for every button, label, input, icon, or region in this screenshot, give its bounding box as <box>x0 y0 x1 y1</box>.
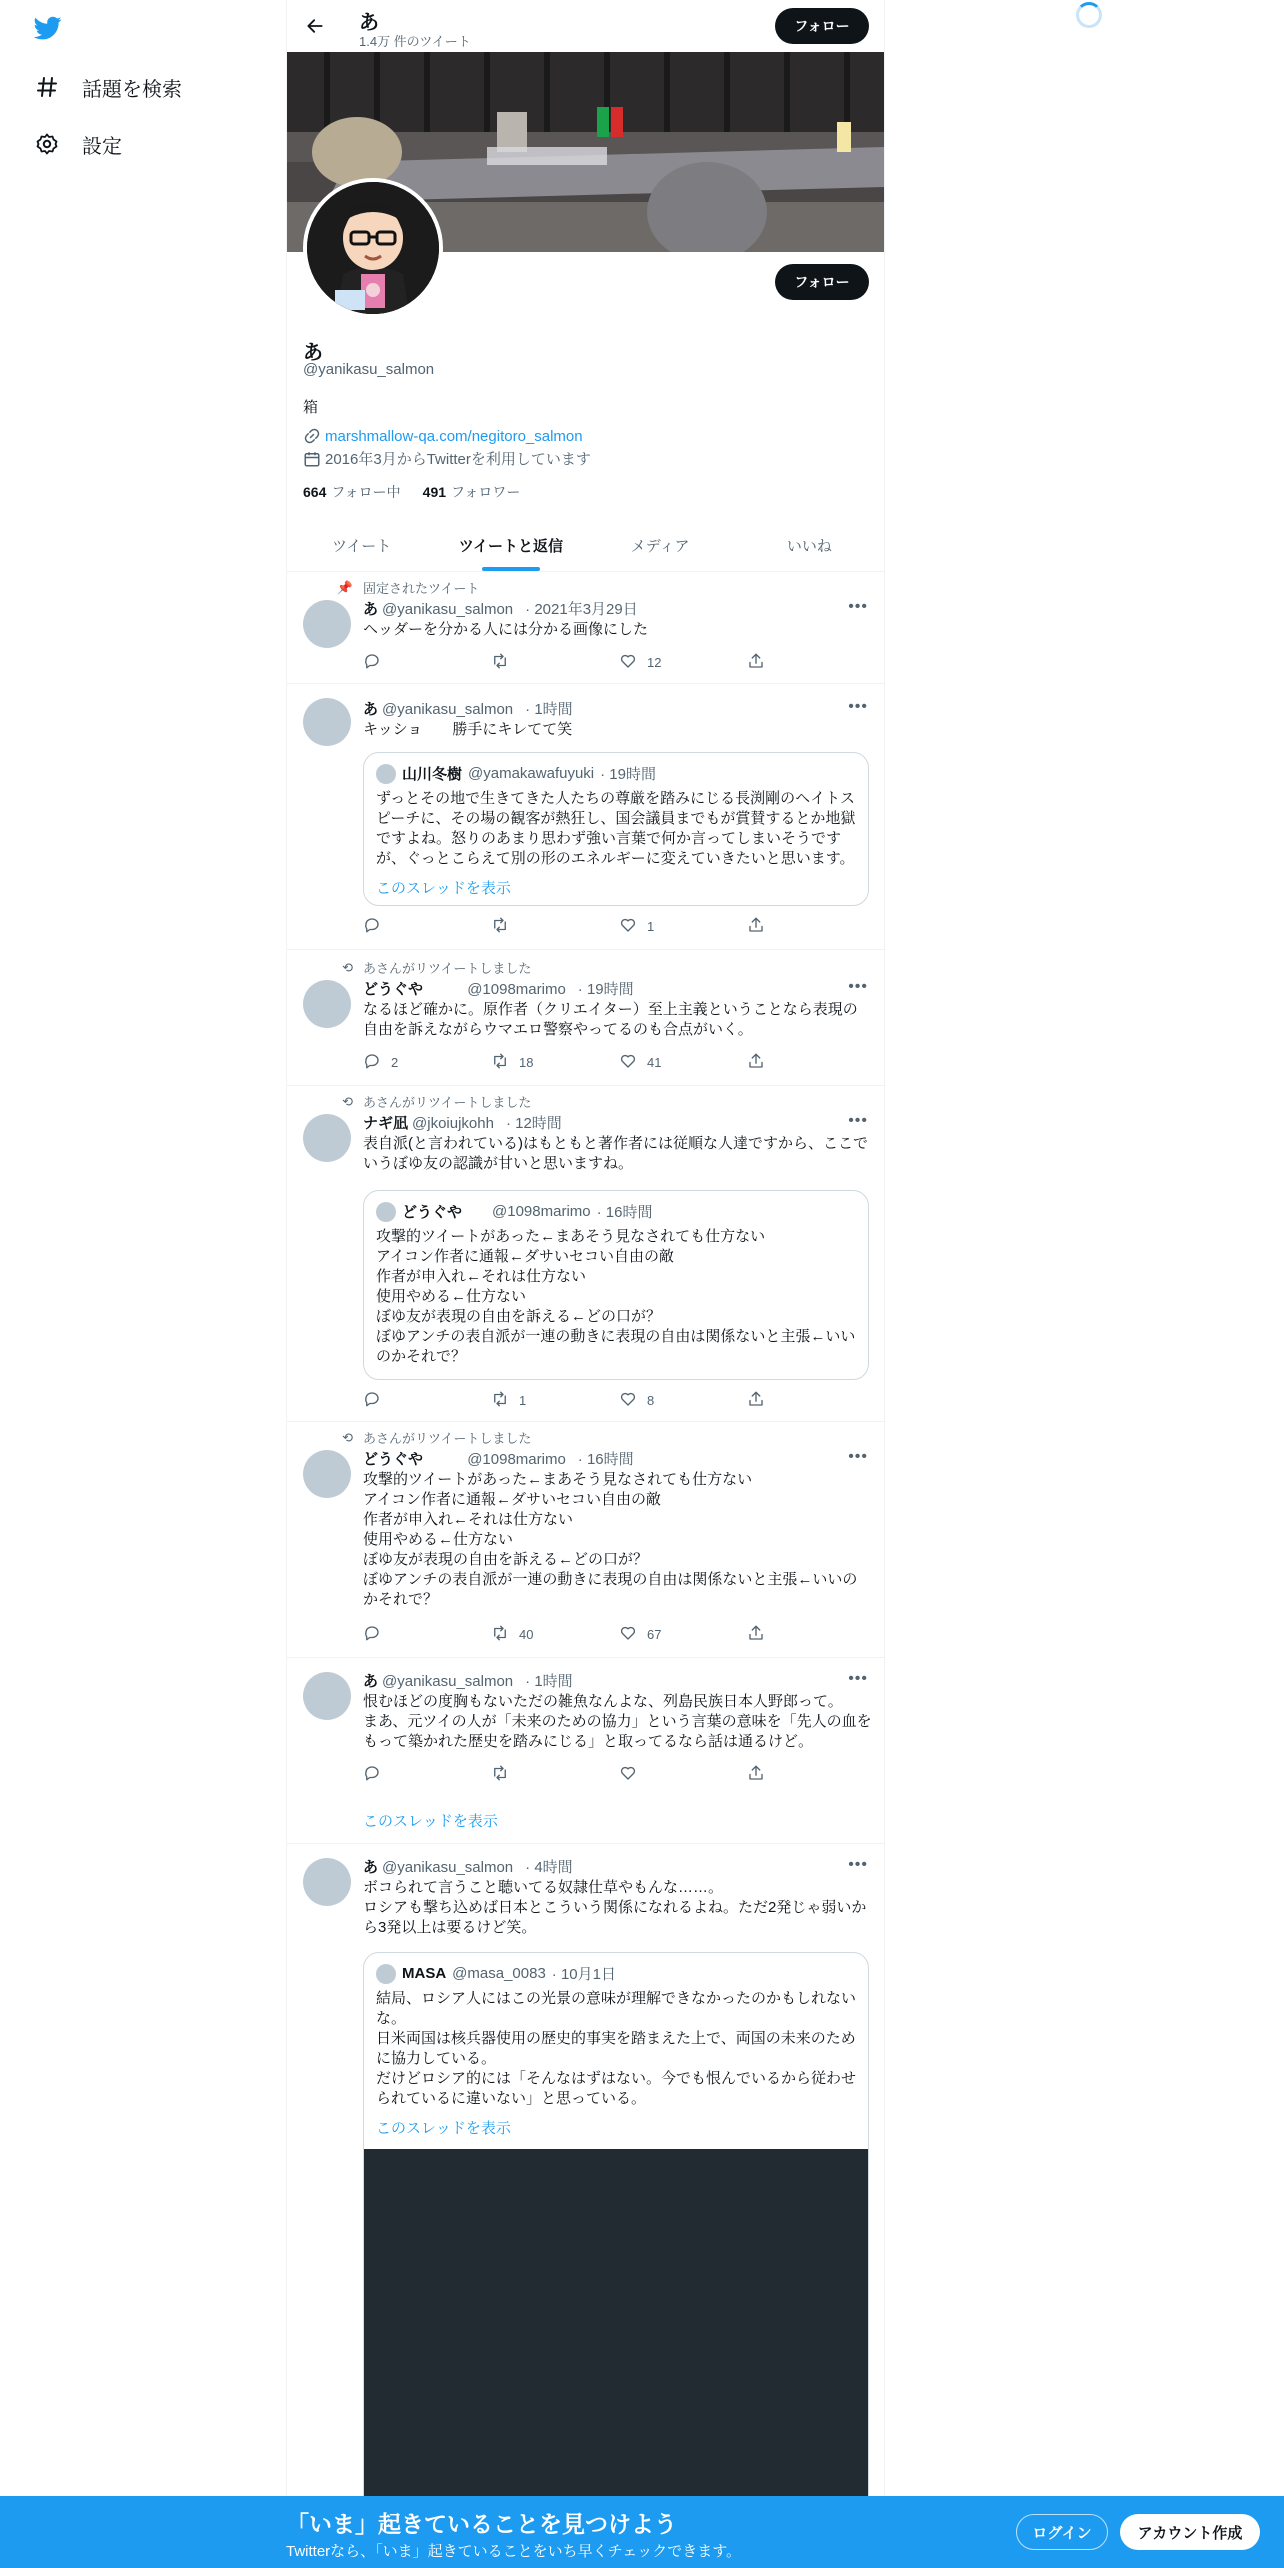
quote-header <box>376 1201 652 1222</box>
heart-icon <box>619 1390 637 1411</box>
share-icon <box>747 1052 765 1073</box>
more-options-icon[interactable]: ••• <box>848 1856 868 1873</box>
quote-tweet[interactable] <box>363 1190 869 1380</box>
tweet-author-name[interactable]: あ <box>363 1673 379 1690</box>
share-action[interactable] <box>747 652 765 673</box>
profile-avatar[interactable] <box>303 178 443 318</box>
tab-media[interactable]: メディア <box>630 538 690 555</box>
tweet-header <box>363 1670 573 1691</box>
banner-title: 「いま」起きていることを見つけよう <box>286 2511 677 2537</box>
tweet[interactable] <box>287 1086 884 1422</box>
share-action[interactable] <box>747 1390 765 1411</box>
tweet-time[interactable]: · 1時間 <box>525 701 573 718</box>
tab-tweets-and-replies[interactable]: ツイートと返信 <box>436 520 585 571</box>
tweet-actions <box>363 1624 803 1644</box>
tweet-header <box>363 1856 573 1877</box>
profile-joined-row <box>303 448 591 469</box>
profile-name: あ <box>303 342 323 364</box>
retweet-count: 18 <box>519 1055 534 1070</box>
tweet-context <box>342 958 532 977</box>
signup-banner <box>0 2496 1284 2568</box>
tweet-time[interactable]: · 12時間 <box>505 1115 562 1132</box>
tweet-text: ヘッダーを分かる人には分かる画像にした <box>363 621 649 638</box>
show-thread-link[interactable]: このスレッドを表示 <box>376 880 511 897</box>
gear-icon <box>34 131 60 157</box>
followers-count: 491 <box>422 484 447 500</box>
quote-header <box>376 1963 616 1984</box>
loading-spinner-icon <box>1076 2 1102 28</box>
nav-item-explore[interactable] <box>34 67 182 107</box>
show-thread-link[interactable]: このスレッドを表示 <box>376 2120 511 2137</box>
quote-avatar <box>376 1202 396 1222</box>
retweet-icon: ⟲ <box>342 959 353 975</box>
tweet-header <box>363 978 634 999</box>
like-action[interactable] <box>619 1624 661 1645</box>
tweet[interactable] <box>287 684 884 950</box>
like-count: 67 <box>647 1627 662 1642</box>
signup-button[interactable]: アカウント作成 <box>1120 2514 1260 2550</box>
like-count: 12 <box>647 655 662 670</box>
share-action[interactable] <box>747 1764 765 1785</box>
retweet-count: 1 <box>519 1393 527 1408</box>
like-action[interactable] <box>619 1052 661 1073</box>
retweet-icon: ⟲ <box>342 1429 353 1445</box>
quote-text: ずっとその地で生きてきた人たちの尊厳を踏みにじる長渕剛のヘイトスピーチに、その場の観客が熱狂し、国会議員までもが賞賛するとか地獄ですよね。怒りのあまり思わず強い言葉で何か言ってしまいそうですが、ぐっとこらえて別の形のエネルギーに変えていきたいと思います。 <box>376 790 856 867</box>
retweet-icon <box>491 1390 509 1411</box>
show-thread-link[interactable]: このスレッドを表示 <box>363 1813 498 1830</box>
follow-button-profile[interactable]: フォロー <box>775 264 869 300</box>
tweet[interactable] <box>287 572 884 684</box>
tweet-time[interactable]: · 4時間 <box>525 1859 573 1876</box>
tweet-text: なるほど確かに。原作者（クリエイター）至上主義ということなら表現の自由を訴えながらウマエロ警察やってるのも合点がいく。 <box>363 1001 858 1038</box>
more-options-icon[interactable]: ••• <box>848 1670 868 1687</box>
login-button[interactable]: ログイン <box>1016 2514 1108 2550</box>
reply-icon <box>363 1390 381 1411</box>
like-action[interactable] <box>619 652 661 673</box>
quote-time: · 16時間 <box>596 1204 653 1221</box>
like-action[interactable] <box>619 916 654 937</box>
heart-icon <box>619 916 637 937</box>
tweet-header <box>363 1112 562 1133</box>
tweet-avatar[interactable] <box>303 600 351 648</box>
more-options-icon[interactable]: ••• <box>848 978 868 995</box>
profile-website-row <box>303 427 583 445</box>
tweet-text: 攻撃的ツイートがあった←まあそう見なされても仕方ない アイコン作者に通報←ダサいセコい自由の敵 作者が申入れ←それは仕方ない 使用やめる←仕方ない ぼゆ友が表現の自由を訴える←どの口が？ ぼゆアンチの表自派が一連の動きに表現の自由は関係ないと主張←いいのかそれで？ <box>363 1471 858 1608</box>
nav-item-label: 話題を検索 <box>82 78 182 101</box>
more-options-icon[interactable]: ••• <box>848 1448 868 1465</box>
quote-author-name: 山川冬樹 <box>402 766 463 783</box>
hashtag-icon <box>34 74 60 100</box>
tweet-author-name[interactable]: ナギ凪 <box>363 1115 409 1132</box>
topbar-tweet-count: 1.4万 件のツイート <box>359 34 471 49</box>
quote-text: 結局、ロシア人にはこの光景の意味が理解できなかったのかもしれないな。 日米両国は核兵器使用の歴史的事実を踏まえた上で、両国の未来のために協力している。 だけどロシア的には「そんなはずはない。今でも恨んでいるから従わせられているに違いない」と思っている。 <box>376 1990 857 2107</box>
tweet-author-handle[interactable]: @yanikasu_salmon <box>382 1673 514 1690</box>
more-options-icon[interactable]: ••• <box>848 698 868 715</box>
quote-time: · 19時間 <box>600 766 656 783</box>
reply-count: 2 <box>391 1055 399 1070</box>
retweet-icon <box>491 916 509 937</box>
tweet-avatar[interactable] <box>303 1450 351 1498</box>
tweet-header <box>363 1448 634 1469</box>
tweet-author-handle[interactable]: @1098marimo <box>467 1451 566 1468</box>
following-label: フォロー中 <box>331 484 401 500</box>
quote-author-name: どうぐや <box>402 1204 463 1221</box>
reply-icon <box>363 652 381 673</box>
tweet-author-handle[interactable]: @yanikasu_salmon <box>382 701 514 718</box>
profile-tabs <box>287 520 884 572</box>
like-action[interactable] <box>619 1390 654 1411</box>
tweet-actions <box>363 1390 803 1410</box>
quote-author-handle: @yamakawafuyuki <box>468 765 595 782</box>
retweet-action[interactable] <box>491 1390 526 1411</box>
heart-icon <box>619 1764 637 1785</box>
tweet-avatar[interactable] <box>303 1858 351 1906</box>
share-action[interactable] <box>747 916 765 937</box>
tab-tweets[interactable]: ツイート <box>331 538 392 555</box>
reply-icon <box>363 1052 381 1073</box>
tweet[interactable] <box>287 1422 884 1658</box>
tweet-text: 表自派(と言われている)はもともと著作者には従順な人達ですから、ここでいうぼゆ友の認識が甘いと思いますね。 <box>363 1135 868 1172</box>
following-link[interactable] <box>303 482 401 502</box>
reply-icon <box>363 916 381 937</box>
nav-item-settings[interactable] <box>34 124 122 164</box>
nav-item-label: 設定 <box>82 135 122 158</box>
reply-action[interactable] <box>363 916 391 937</box>
banner-subtitle: Twitterなら、「いま」起きていることをいち早くチェックできます。 <box>286 2543 742 2560</box>
reply-action[interactable] <box>363 1764 391 1785</box>
more-options-icon[interactable]: ••• <box>848 598 868 615</box>
reply-icon <box>363 1764 381 1785</box>
tweet[interactable] <box>287 950 884 1086</box>
topbar-name: あ <box>359 12 379 34</box>
like-action[interactable] <box>619 1764 647 1785</box>
tweet-actions <box>363 1052 803 1072</box>
twitter-bird-icon[interactable] <box>32 14 64 42</box>
tweet-author-name[interactable]: どうぐや <box>363 981 424 998</box>
reply-action[interactable] <box>363 1624 391 1645</box>
share-action[interactable] <box>747 1052 765 1073</box>
heart-icon <box>619 1052 637 1073</box>
pin-icon: 📌 <box>336 579 353 595</box>
quote-header <box>376 763 656 784</box>
more-options-icon[interactable]: ••• <box>848 1112 868 1129</box>
tweet-time[interactable]: · 1時間 <box>525 1673 573 1690</box>
link-icon <box>303 427 321 445</box>
tweet-avatar[interactable] <box>303 1114 351 1162</box>
tweet-avatar[interactable] <box>303 1672 351 1720</box>
followers-label: フォロワー <box>451 484 521 500</box>
quote-avatar <box>376 764 396 784</box>
back-arrow-icon[interactable] <box>301 12 329 40</box>
profile-bio: 箱 <box>303 399 319 416</box>
retweet-action[interactable] <box>491 1052 533 1073</box>
following-count: 664 <box>303 484 327 500</box>
quote-author-handle: @1098marimo <box>492 1203 591 1220</box>
tweet-context <box>342 1092 532 1111</box>
tweet-author-handle[interactable]: @yanikasu_salmon <box>382 601 514 618</box>
tweet-author-handle[interactable]: @yanikasu_salmon <box>382 1859 514 1876</box>
tweet-time[interactable]: · 2021年3月29日 <box>525 601 638 618</box>
retweet-count: 40 <box>519 1627 534 1642</box>
tweet-actions <box>363 1764 803 1784</box>
profile-column <box>286 0 885 2568</box>
tweet-avatar[interactable] <box>303 698 351 746</box>
retweet-action[interactable] <box>491 652 519 673</box>
tweet-context-label: あさんがリツイートしました <box>363 1431 532 1446</box>
quote-time: · 10月1日 <box>551 1966 616 1983</box>
tweet-time[interactable]: · 19時間 <box>577 981 634 998</box>
retweet-icon <box>491 1624 509 1645</box>
tweet-actions <box>363 652 803 672</box>
followers-link[interactable] <box>423 482 521 502</box>
like-count: 41 <box>647 1055 662 1070</box>
reply-icon <box>363 1624 381 1645</box>
tweet-author-name[interactable]: あ <box>363 1859 379 1876</box>
tweet[interactable] <box>287 1844 884 2568</box>
retweet-action[interactable] <box>491 1764 519 1785</box>
retweet-icon: ⟲ <box>342 1093 353 1109</box>
like-count: 1 <box>647 919 655 934</box>
tweet-author-name[interactable]: あ <box>363 701 379 718</box>
quote-text: 攻撃的ツイートがあった←まあそう見なされても仕方ない アイコン作者に通報←ダサいセコい自由の敵 作者が申入れ←それは仕方ない 使用やめる←仕方ない ぼゆ友が表現の自由を訴える←どの口が？ ぼゆアンチの表自派が一連の動きに表現の自由は関係ないと主張←いいのかそれで？ <box>376 1228 856 1365</box>
retweet-icon <box>491 1764 509 1785</box>
profile-handle: @yanikasu_salmon <box>303 361 435 378</box>
quote-author-name: MASA <box>402 1965 447 1982</box>
tweet-context <box>336 578 480 597</box>
calendar-icon <box>303 450 321 468</box>
share-icon <box>747 1390 765 1411</box>
tweet-text: キッショ 勝手にキレてて笑 <box>363 721 573 738</box>
tweet-author-name[interactable]: どうぐや <box>363 1451 424 1468</box>
quote-tweet[interactable] <box>363 752 869 906</box>
tweet-context-label: あさんがリツイートしました <box>363 961 532 976</box>
share-icon <box>747 1624 765 1645</box>
tab-likes[interactable]: いいね <box>786 538 832 555</box>
share-icon <box>747 916 765 937</box>
reply-action[interactable] <box>363 1052 398 1073</box>
profile-follow-stats <box>303 482 520 502</box>
tweet-author-name[interactable]: あ <box>363 601 379 618</box>
tweet-actions <box>363 916 803 936</box>
retweet-action[interactable] <box>491 916 519 937</box>
quote-tweet[interactable] <box>363 1952 869 2568</box>
share-icon <box>747 652 765 673</box>
profile-joined-date: 2016年3月からTwitterを利用しています <box>325 451 591 468</box>
tweet-header <box>363 598 638 619</box>
reply-action[interactable] <box>363 1390 391 1411</box>
top-bar <box>287 0 884 52</box>
tweet-context <box>342 1428 532 1447</box>
retweet-icon <box>491 1052 509 1073</box>
heart-icon <box>619 652 637 673</box>
retweet-action[interactable] <box>491 1624 533 1645</box>
like-count: 8 <box>647 1393 655 1408</box>
heart-icon <box>619 1624 637 1645</box>
tweet-author-handle[interactable]: @1098marimo <box>467 981 566 998</box>
share-action[interactable] <box>747 1624 765 1645</box>
tweet-author-handle[interactable]: @jkoiujkohh <box>412 1115 494 1132</box>
reply-action[interactable] <box>363 652 391 673</box>
quote-avatar <box>376 1964 396 1984</box>
tweet-text: 恨むほどの度胸もないただの雑魚なんよな、列島民族日本人野郎って。 まあ、元ツイの人が「未来のための協力」という言葉の意味を「先人の血をもって築かれた歴史を踏みにじる」と取ってるなら話は通るけど。 <box>363 1693 872 1750</box>
profile-website-link[interactable]: marshmallow-qa.com/negitoro_salmon <box>325 427 583 445</box>
tweet-time[interactable]: · 16時間 <box>577 1451 634 1468</box>
tweet-text: ボコられて言うこと聴いてる奴隷仕草やもんな……。 ロシアも撃ち込めば日本とこういう関係になれるよね。ただ2発じゃ弱いから3発以上は要るけど笑。 <box>363 1879 867 1936</box>
tweet[interactable] <box>287 1658 884 1844</box>
tweet-context-label: あさんがリツイートしました <box>363 1095 532 1110</box>
retweet-icon <box>491 652 509 673</box>
share-icon <box>747 1764 765 1785</box>
tweet-avatar[interactable] <box>303 980 351 1028</box>
follow-button-top[interactable]: フォロー <box>775 8 869 44</box>
quote-author-handle: @masa_0083 <box>452 1965 546 1982</box>
tweet-header <box>363 698 573 719</box>
tweet-context-label: 固定されたツイート <box>363 581 480 596</box>
